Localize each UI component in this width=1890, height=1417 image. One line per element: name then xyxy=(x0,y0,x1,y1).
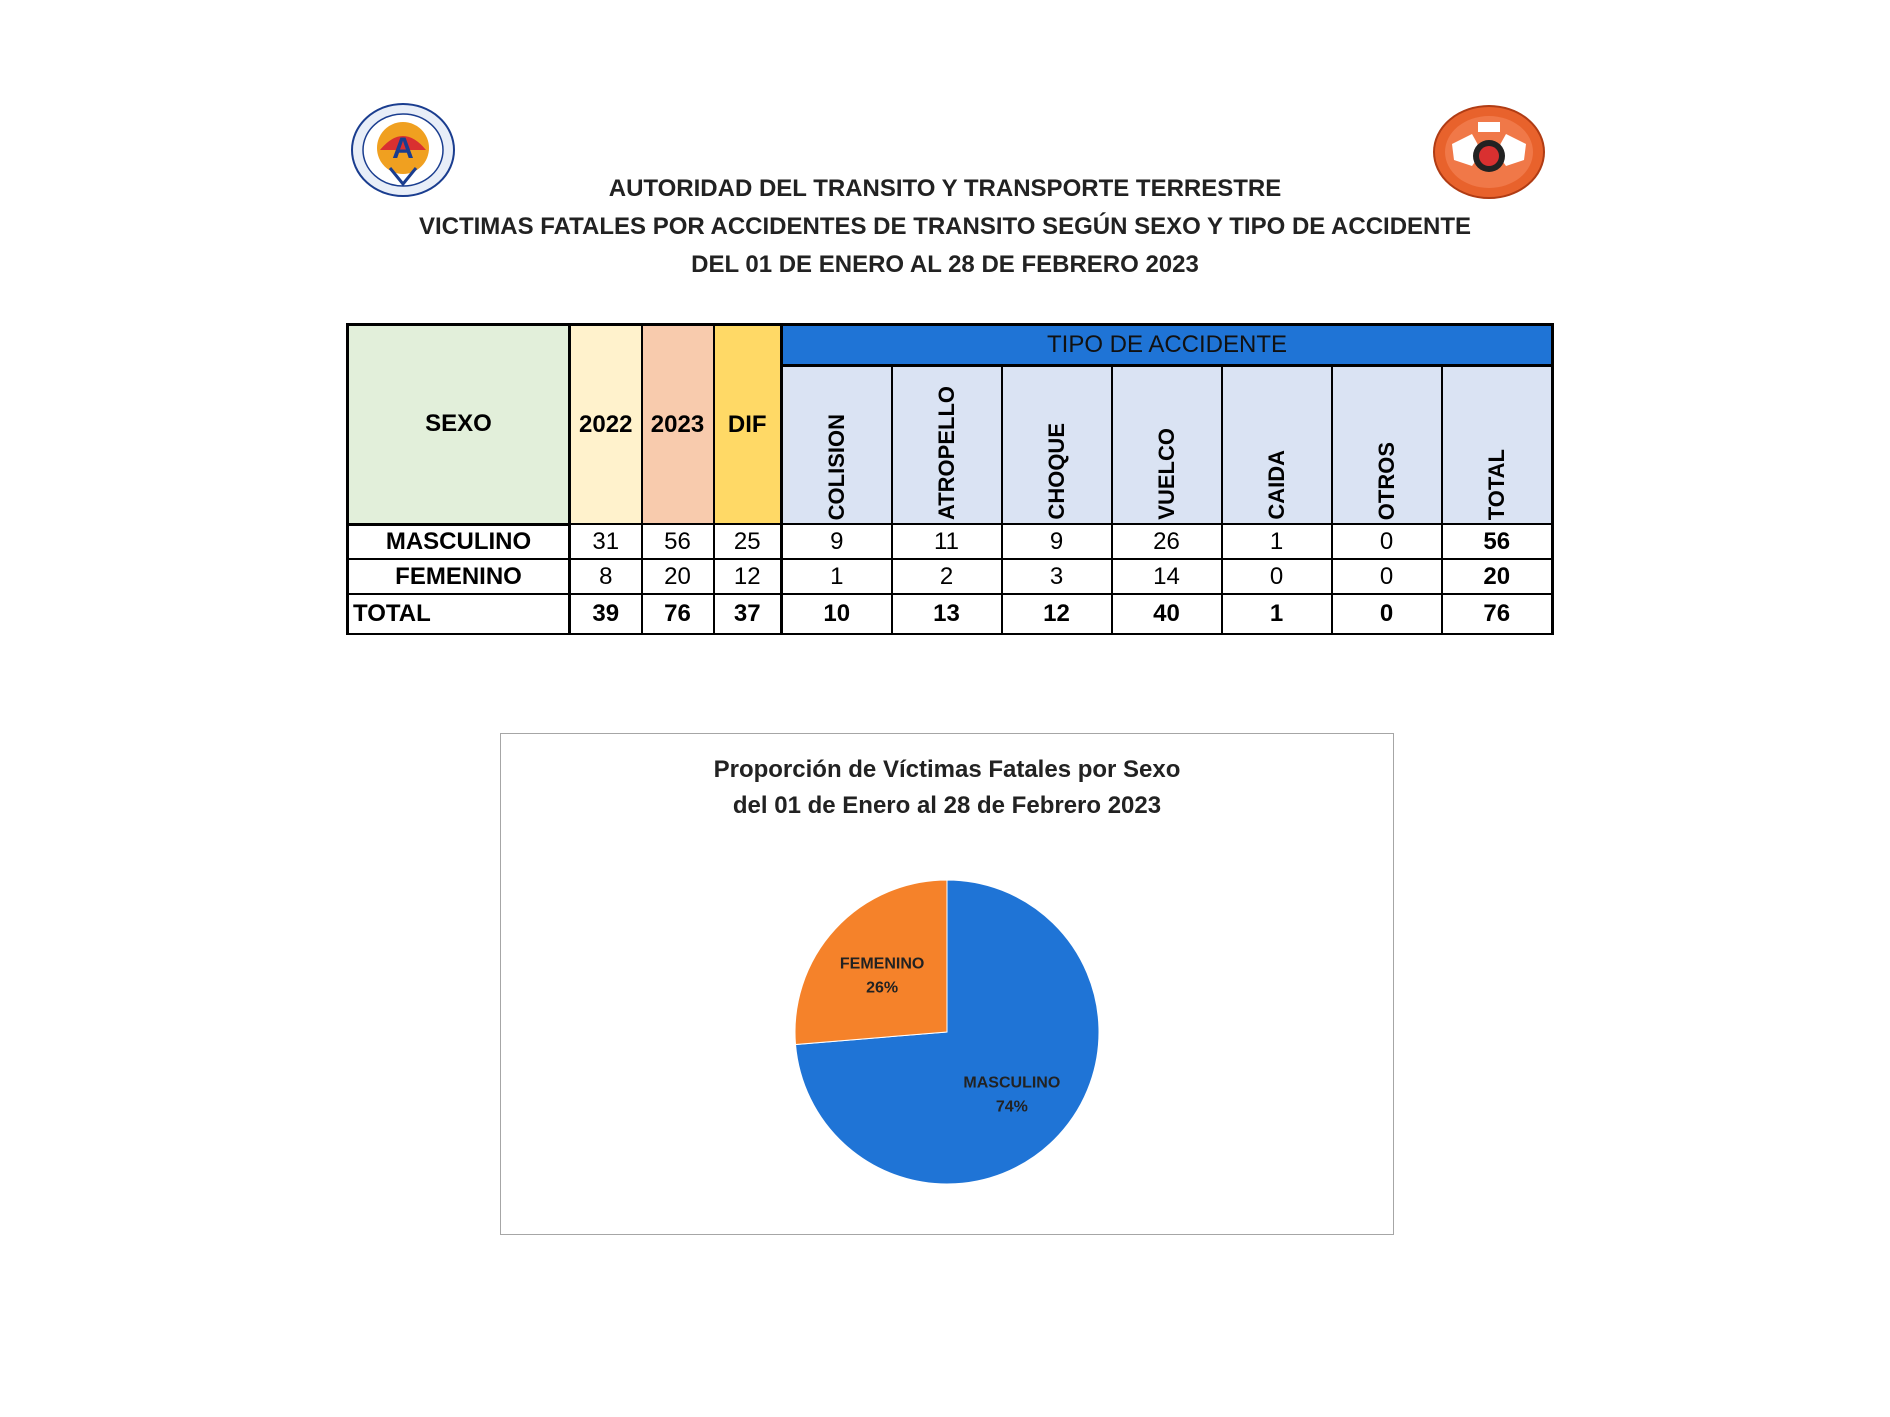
cell-vuelco: 26 xyxy=(1112,524,1222,559)
cell-2022: 8 xyxy=(570,559,642,594)
cell-colision: 9 xyxy=(782,524,892,559)
cell-2022: 31 xyxy=(570,524,642,559)
total-atropello: 13 xyxy=(892,594,1002,634)
cell-atropello: 2 xyxy=(892,559,1002,594)
svg-text:A: A xyxy=(392,132,414,165)
chart-subtitle: del 01 de Enero al 28 de Febrero 2023 xyxy=(732,792,1162,819)
total-colision: 10 xyxy=(782,594,892,634)
cell-dif: 25 xyxy=(714,524,782,559)
type-header-atropello: ATROPELLO xyxy=(892,366,1002,525)
slice-label-masculino: MASCULINO xyxy=(963,1074,1061,1092)
pie-chart-panel xyxy=(500,733,1394,1235)
table-row xyxy=(348,559,1553,594)
cell-2023: 56 xyxy=(642,524,714,559)
cell-colision: 1 xyxy=(782,559,892,594)
cell-choque: 3 xyxy=(1002,559,1112,594)
total-otros: 0 xyxy=(1332,594,1442,634)
report-period: DEL 01 DE ENERO AL 28 DE FEBRERO 2023 xyxy=(691,251,1199,278)
cell-otros: 0 xyxy=(1332,559,1442,594)
cell-caida: 1 xyxy=(1222,524,1332,559)
cell-total: 56 xyxy=(1442,524,1553,559)
type-header-colision: COLISION xyxy=(782,366,892,525)
row-label: FEMENINO xyxy=(348,559,570,594)
row-label: MASCULINO xyxy=(348,524,570,559)
total-choque: 12 xyxy=(1002,594,1112,634)
total-label: TOTAL xyxy=(348,594,570,634)
cell-otros: 0 xyxy=(1332,524,1442,559)
total-2022: 39 xyxy=(570,594,642,634)
type-header-caida: CAIDA xyxy=(1222,366,1332,525)
report-authority-title: AUTORIDAD DEL TRANSITO Y TRANSPORTE TERRESTRE xyxy=(608,175,1282,202)
cell-choque: 9 xyxy=(1002,524,1112,559)
table-row xyxy=(348,524,1553,559)
slice-percent-femenino: 26% xyxy=(866,979,899,997)
victims-table xyxy=(346,323,1554,635)
year-2023-header: 2023 xyxy=(642,325,714,525)
cell-vuelco: 14 xyxy=(1112,559,1222,594)
type-header-vuelco: VUELCO xyxy=(1112,366,1222,525)
total-vuelco: 40 xyxy=(1112,594,1222,634)
cell-caida: 0 xyxy=(1222,559,1332,594)
year-2022-header: 2022 xyxy=(570,325,642,525)
dif-header: DIF xyxy=(714,325,782,525)
sexo-header: SEXO xyxy=(348,325,570,525)
cell-atropello: 11 xyxy=(892,524,1002,559)
cell-dif: 12 xyxy=(714,559,782,594)
tipo-accidente-header: TIPO DE ACCIDENTE xyxy=(782,325,1553,366)
pie-chart xyxy=(501,734,1393,1234)
total-total: 76 xyxy=(1442,594,1553,634)
table-total-row xyxy=(348,594,1553,634)
chart-title: Proporción de Víctimas Fatales por Sexo xyxy=(713,756,1181,783)
total-dif: 37 xyxy=(714,594,782,634)
slice-label-femenino: FEMENINO xyxy=(839,955,925,973)
slice-percent-masculino: 74% xyxy=(995,1098,1028,1116)
type-header-otros: OTROS xyxy=(1332,366,1442,525)
type-header-choque: CHOQUE xyxy=(1002,366,1112,525)
total-caida: 1 xyxy=(1222,594,1332,634)
total-2023: 76 xyxy=(642,594,714,634)
cell-total: 20 xyxy=(1442,559,1553,594)
cell-2023: 20 xyxy=(642,559,714,594)
report-title: VICTIMAS FATALES POR ACCIDENTES DE TRANSITO SEGÚN SEXO Y TIPO DE ACCIDENTE xyxy=(418,213,1472,240)
type-header-total: TOTAL xyxy=(1442,366,1553,525)
